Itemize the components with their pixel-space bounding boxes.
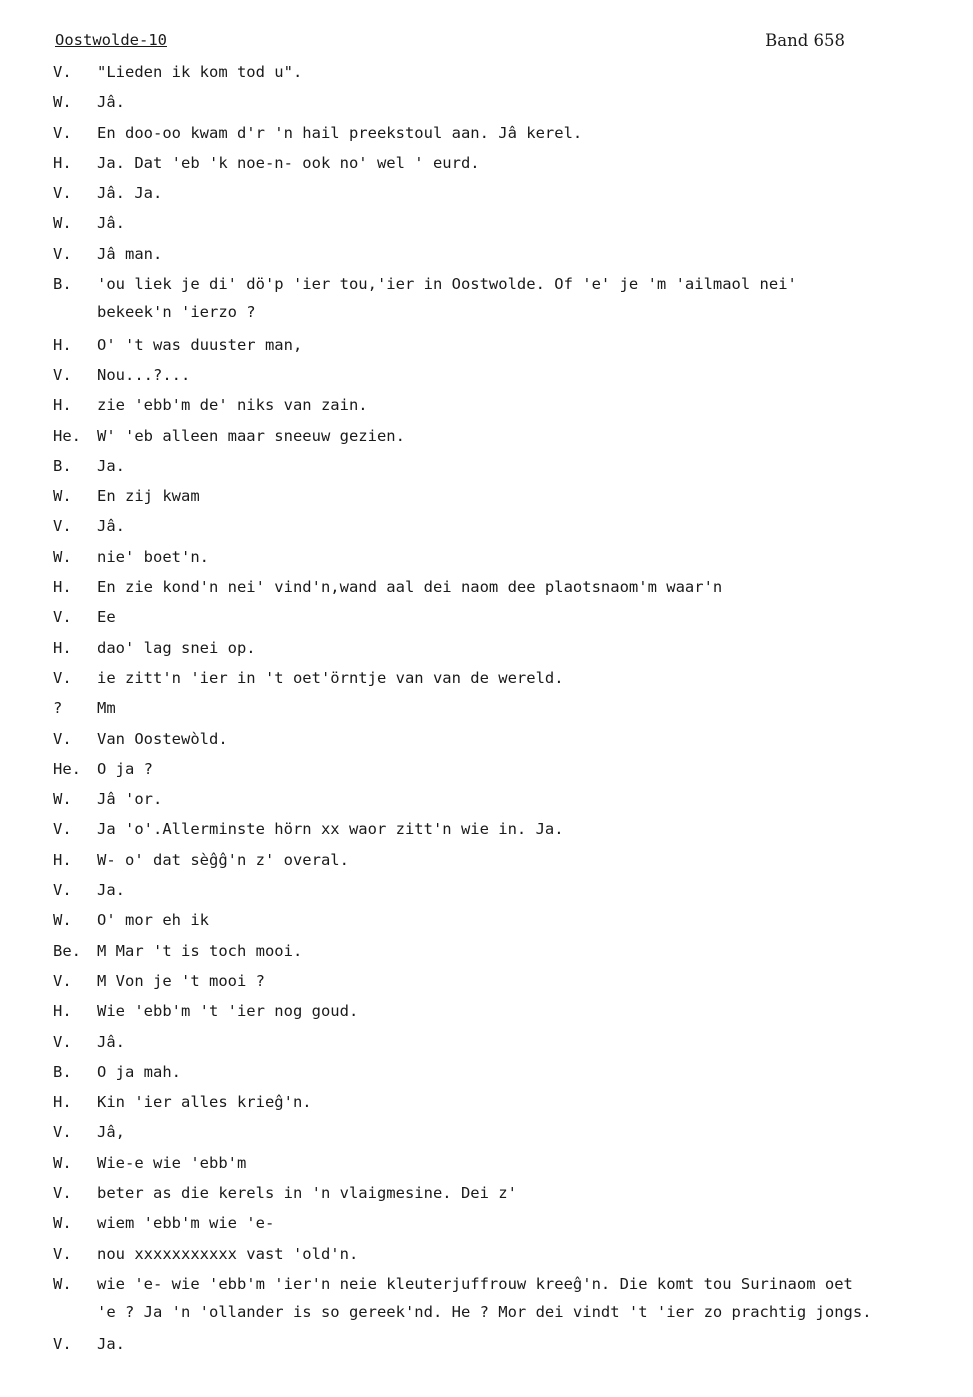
- transcript-line: [0, 364, 973, 394]
- transcript-line: [0, 182, 973, 212]
- transcript-line: [0, 273, 973, 303]
- transcript-line: [0, 1031, 973, 1061]
- utterance-text: Jâ.: [97, 93, 125, 112]
- utterance-text: En zij kwam: [97, 487, 200, 506]
- speaker-label: H.: [53, 638, 72, 657]
- utterance-text: Van Oostewòld.: [97, 729, 228, 748]
- utterance-text: En doo-oo kwam d'r 'n hail preekstoul aan. Jâ kerel.: [97, 123, 583, 142]
- transcript-line: [0, 667, 973, 697]
- speaker-label: W.: [53, 790, 72, 809]
- transcript-line: [0, 212, 973, 242]
- speaker-label: H.: [53, 1093, 72, 1112]
- speaker-label: W.: [53, 547, 72, 566]
- transcript-line: [0, 485, 973, 515]
- speaker-label: H.: [53, 396, 72, 415]
- speaker-label: H.: [53, 153, 72, 172]
- utterance-text: M Von je 't mooi ?: [97, 971, 265, 990]
- speaker-label: V.: [53, 1183, 72, 1202]
- speaker-label: W.: [53, 93, 72, 112]
- speaker-label: V.: [53, 729, 72, 748]
- transcript-line: [0, 61, 973, 91]
- transcript-line: [0, 697, 973, 727]
- transcript-line: [0, 1091, 973, 1121]
- utterance-text: Ee: [97, 608, 116, 627]
- utterance-text: Jâ.: [97, 517, 125, 536]
- document-title: Oostwolde-10: [55, 31, 167, 49]
- utterance-text: Jâ man.: [97, 244, 163, 263]
- utterance-text: Jâ 'or.: [97, 790, 163, 809]
- transcript-line: [0, 970, 973, 1000]
- transcript-line: [0, 515, 973, 545]
- transcript-line: [0, 546, 973, 576]
- transcript-line: [0, 394, 973, 424]
- utterance-text: Jâ.: [97, 1032, 125, 1051]
- transcript-line: [0, 243, 973, 273]
- speaker-label: B.: [53, 275, 72, 294]
- transcript-line: [0, 1273, 973, 1303]
- utterance-text: bekeek'n 'ierzo ?: [97, 303, 256, 322]
- speaker-label: He.: [53, 426, 81, 445]
- utterance-text: ie zitt'n 'ier in 't oet'örntje van van de wereld.: [97, 668, 564, 687]
- band-number: Band 658: [765, 31, 845, 50]
- speaker-label: W.: [53, 1214, 72, 1233]
- utterance-text: Wie-e wie 'ebb'm: [97, 1153, 247, 1172]
- speaker-label: V.: [53, 971, 72, 990]
- speaker-label: V.: [53, 365, 72, 384]
- page-header: [55, 31, 845, 55]
- speaker-label: Be.: [53, 941, 81, 960]
- utterance-text: Ja.: [97, 456, 125, 475]
- utterance-text: beter as die kerels in 'n vlaigmesine. Dei z': [97, 1183, 517, 1202]
- transcript-line: [0, 637, 973, 667]
- transcript-line: [0, 758, 973, 788]
- speaker-label: H.: [53, 335, 72, 354]
- transcript-line: [0, 122, 973, 152]
- utterance-text: W- o' dat sèĝĝ'n z' overal.: [97, 850, 349, 869]
- speaker-label: V.: [53, 1123, 72, 1142]
- utterance-text: Ja.: [97, 1335, 125, 1354]
- transcript-line: [0, 1152, 973, 1182]
- speaker-label: V.: [53, 123, 72, 142]
- transcript-line: [0, 909, 973, 939]
- speaker-label: V.: [53, 881, 72, 900]
- utterance-text: nie' boet'n.: [97, 547, 209, 566]
- utterance-text: Ja.: [97, 881, 125, 900]
- transcript-line: [0, 91, 973, 121]
- transcript-line: [0, 788, 973, 818]
- utterance-text: O' 't was duuster man,: [97, 335, 303, 354]
- speaker-label: V.: [53, 244, 72, 263]
- utterance-text: O ja mah.: [97, 1062, 181, 1081]
- transcript-line: [0, 1182, 973, 1212]
- speaker-label: V.: [53, 517, 72, 536]
- speaker-label: V.: [53, 1032, 72, 1051]
- speaker-label: He.: [53, 759, 81, 778]
- transcript-line: [0, 303, 973, 333]
- speaker-label: ?: [53, 699, 63, 718]
- speaker-label: B.: [53, 1062, 72, 1081]
- utterance-text: wiem 'ebb'm wie 'e-: [97, 1214, 275, 1233]
- transcript-lines: [0, 61, 973, 1364]
- utterance-text: O ja ?: [97, 759, 153, 778]
- transcript-line: [0, 940, 973, 970]
- speaker-label: H.: [53, 1002, 72, 1021]
- speaker-label: V.: [53, 668, 72, 687]
- utterance-text: M Mar 't is toch mooi.: [97, 941, 303, 960]
- transcript-line: [0, 1243, 973, 1273]
- speaker-label: B.: [53, 456, 72, 475]
- transcript-line: [0, 455, 973, 485]
- speaker-label: V.: [53, 1244, 72, 1263]
- transcript-line: [0, 1061, 973, 1091]
- utterance-text: 'ou liek je di' dö'p 'ier tou,'ier in Oostwolde. Of 'e' je 'm 'ailmaol nei': [97, 275, 797, 294]
- transcript-line: [0, 1303, 973, 1333]
- speaker-label: H.: [53, 578, 72, 597]
- transcript-line: [0, 1000, 973, 1030]
- transcript-line: [0, 425, 973, 455]
- speaker-label: W.: [53, 487, 72, 506]
- speaker-label: V.: [53, 63, 72, 81]
- transcript-line: [0, 576, 973, 606]
- transcript-line: [0, 849, 973, 879]
- utterance-text: En zie kond'n nei' vind'n,wand aal dei naom dee plaotsnaom'm waar'n: [97, 578, 723, 597]
- transcript-line: [0, 1212, 973, 1242]
- speaker-label: W.: [53, 1153, 72, 1172]
- utterance-text: dao' lag snei op.: [97, 638, 256, 657]
- utterance-text: Kin 'ier alles krieĝ'n.: [97, 1093, 312, 1112]
- utterance-text: Jâ.: [97, 214, 125, 233]
- utterance-text: Wie 'ebb'm 't 'ier nog goud.: [97, 1002, 359, 1021]
- utterance-text: Mm: [97, 699, 116, 718]
- utterance-text: O' mor eh ik: [97, 911, 209, 930]
- utterance-text: Ja. Dat 'eb 'k noe-n- ook no' wel ' eurd.: [97, 153, 480, 172]
- utterance-text: "Lieden ik kom tod u".: [97, 63, 303, 81]
- transcript-line: [0, 728, 973, 758]
- utterance-text: zie 'ebb'm de' niks van zain.: [97, 396, 368, 415]
- speaker-label: H.: [53, 850, 72, 869]
- transcript-line: [0, 1121, 973, 1151]
- speaker-label: V.: [53, 1335, 72, 1354]
- transcript-line: [0, 334, 973, 364]
- speaker-label: V.: [53, 608, 72, 627]
- transcript-line: [0, 879, 973, 909]
- utterance-text: nou xxxxxxxxxxx vast 'old'n.: [97, 1244, 359, 1263]
- speaker-label: V.: [53, 184, 72, 203]
- transcript-line: [0, 606, 973, 636]
- speaker-label: W.: [53, 911, 72, 930]
- transcript-line: [0, 1333, 973, 1363]
- speaker-label: W.: [53, 1274, 72, 1293]
- utterance-text: W' 'eb alleen maar sneeuw gezien.: [97, 426, 405, 445]
- transcript-line: [0, 818, 973, 848]
- utterance-text: Jâ. Ja.: [97, 184, 163, 203]
- utterance-text: wie 'e- wie 'ebb'm 'ier'n neie kleuterjuffrouw kreeĝ'n. Die komt tou Surinaom oet: [97, 1274, 853, 1293]
- transcript-line: [0, 152, 973, 182]
- speaker-label: V.: [53, 820, 72, 839]
- utterance-text: Jâ,: [97, 1123, 125, 1142]
- utterance-text: Ja 'o'.Allerminste hörn xx waor zitt'n wie in. Ja.: [97, 820, 564, 839]
- utterance-text: Nou...?...: [97, 365, 191, 384]
- speaker-label: W.: [53, 214, 72, 233]
- utterance-text: 'e ? Ja 'n 'ollander is so gereek'nd. He ? Mor dei vindt 't 'ier zo prachtig jongs.: [97, 1303, 872, 1322]
